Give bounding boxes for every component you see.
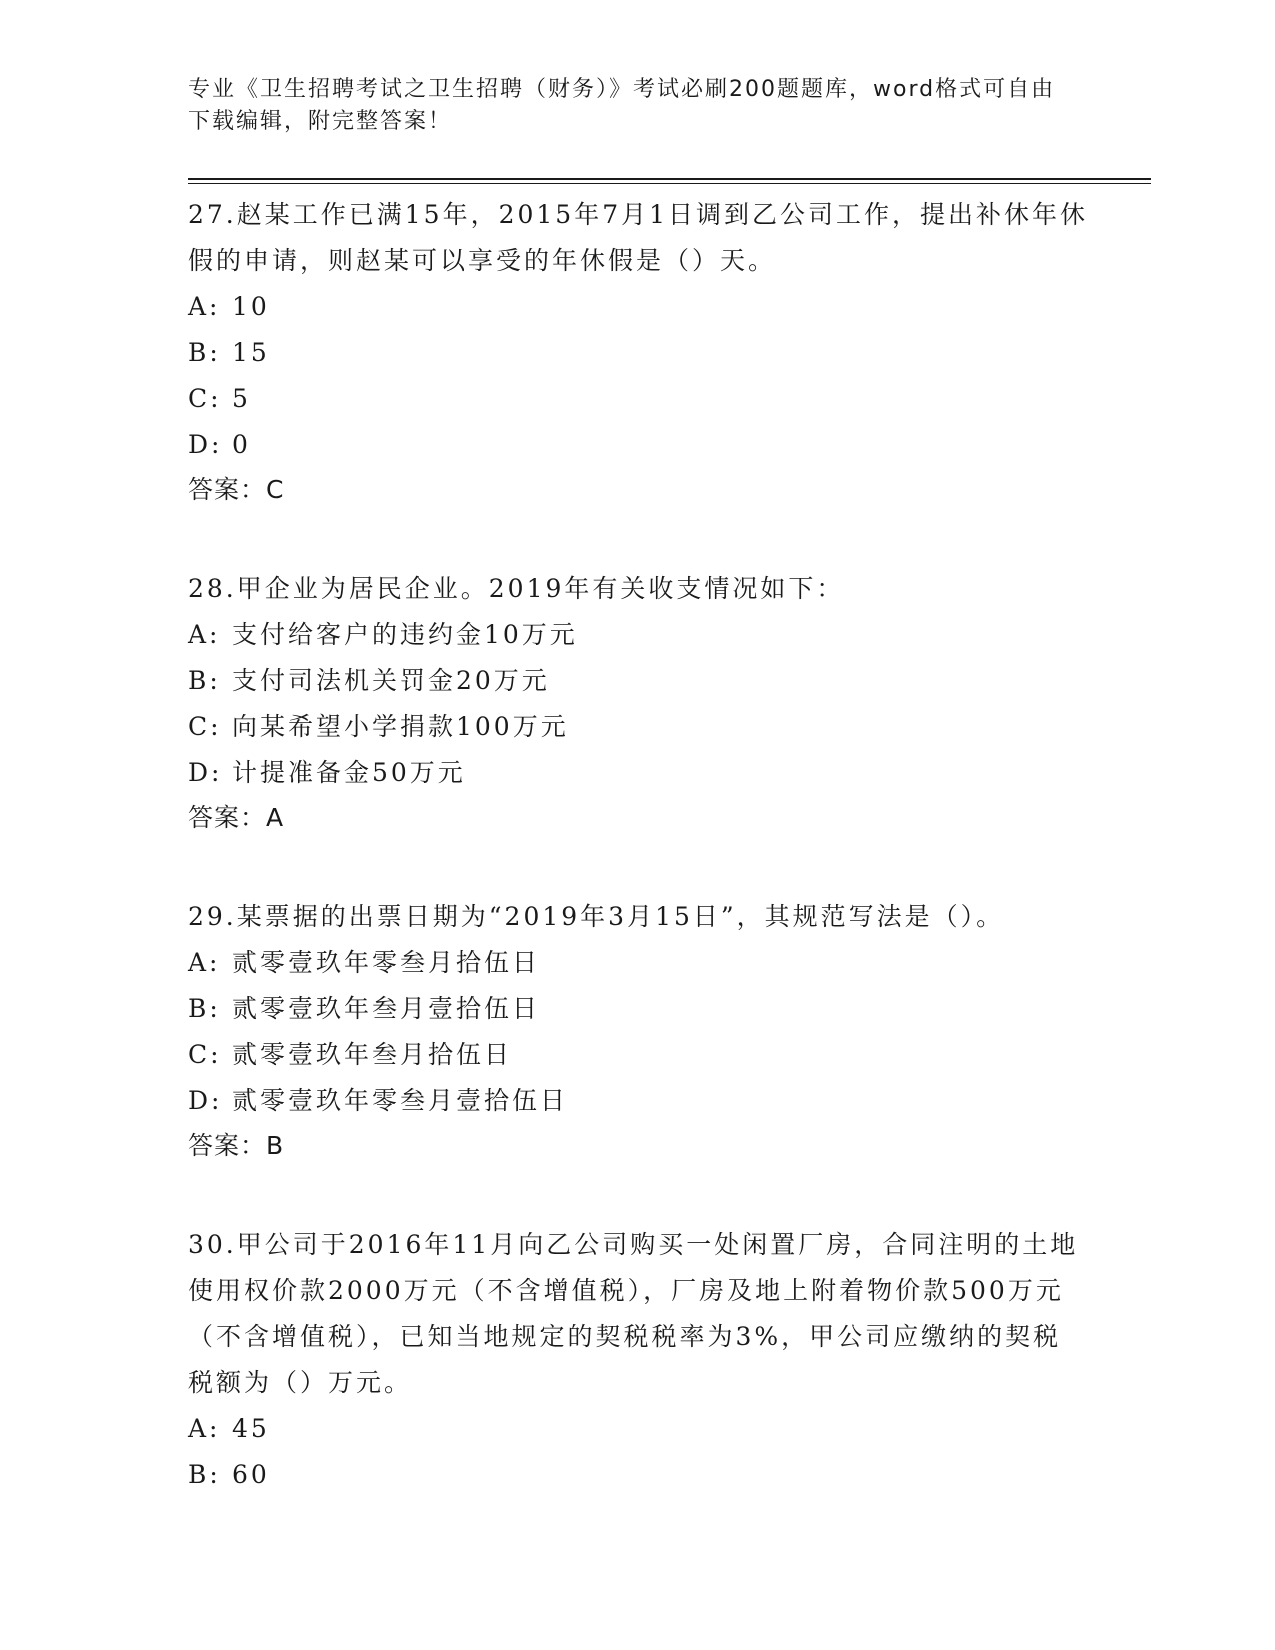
option-text: 10 bbox=[232, 292, 270, 321]
document-header: 专业《卫生招聘考试之卫生招聘（财务）》考试必刷200题题库，word格式可自由下载编辑，附完整答案！ bbox=[188, 77, 1056, 134]
option-c bbox=[188, 376, 1088, 422]
option-key: C: bbox=[188, 384, 222, 413]
option-key: B: bbox=[188, 338, 221, 367]
option-key: C: bbox=[188, 1040, 222, 1069]
option-text: 60 bbox=[232, 1460, 270, 1489]
header-divider-thin bbox=[188, 183, 1151, 184]
option-key: A: bbox=[188, 948, 221, 977]
option-text: 向某希望小学捐款100万元 bbox=[232, 712, 569, 741]
answer-line: 答案：A bbox=[188, 803, 285, 832]
option-d bbox=[188, 1078, 1088, 1124]
option-key: D: bbox=[188, 758, 223, 787]
option-b bbox=[188, 330, 1088, 376]
option-key: B: bbox=[188, 666, 221, 695]
option-key: C: bbox=[188, 712, 222, 741]
option-text: 5 bbox=[232, 384, 251, 413]
option-text: 贰零壹玖年叁月壹拾伍日 bbox=[232, 994, 541, 1023]
option-b bbox=[188, 1452, 1088, 1498]
header-divider-thick bbox=[188, 178, 1151, 180]
option-text: 贰零壹玖年零叁月拾伍日 bbox=[232, 948, 541, 977]
option-b bbox=[188, 658, 1088, 704]
option-c bbox=[188, 704, 1088, 750]
answer-line: 答案：B bbox=[188, 1131, 285, 1160]
option-text: 0 bbox=[232, 430, 251, 459]
option-key: B: bbox=[188, 1460, 221, 1489]
question-29 bbox=[188, 894, 1088, 1168]
question-stem: 30.甲公司于2016年11月向乙公司购买一处闲置厂房，合同注明的土地使用权价款2000万元（不含增值税），厂房及地上附着物价款500万元（不含增值税），已知当地规定的契税税率为3%，甲公司应缴纳的契税税额为（）万元。 bbox=[188, 1230, 1079, 1397]
option-key: B: bbox=[188, 994, 221, 1023]
question-28 bbox=[188, 566, 1088, 840]
option-text: 计提准备金50万元 bbox=[232, 758, 466, 787]
answer-line: 答案：C bbox=[188, 475, 285, 504]
option-a bbox=[188, 284, 1088, 330]
option-c bbox=[188, 1032, 1088, 1078]
option-text: 贰零壹玖年叁月拾伍日 bbox=[232, 1040, 513, 1069]
question-stem: 28.甲企业为居民企业。2019年有关收支情况如下： bbox=[188, 574, 845, 603]
option-key: D: bbox=[188, 1086, 223, 1115]
option-text: 贰零壹玖年零叁月壹拾伍日 bbox=[232, 1086, 569, 1115]
option-text: 支付给客户的违约金10万元 bbox=[232, 620, 578, 649]
option-key: A: bbox=[188, 292, 221, 321]
option-key: A: bbox=[188, 620, 221, 649]
question-stem: 29.某票据的出票日期为“2019年3月15日”，其规范写法是（）。 bbox=[188, 902, 1005, 931]
question-27 bbox=[188, 192, 1088, 512]
option-a bbox=[188, 940, 1088, 986]
option-b bbox=[188, 986, 1088, 1032]
option-a bbox=[188, 1406, 1088, 1452]
question-stem: 27.赵某工作已满15年，2015年7月1日调到乙公司工作，提出补休年休假的申请，则赵某可以享受的年休假是（）天。 bbox=[188, 200, 1089, 275]
question-list bbox=[188, 192, 1088, 1552]
option-key: D: bbox=[188, 430, 223, 459]
option-text: 15 bbox=[232, 338, 270, 367]
option-d bbox=[188, 750, 1088, 796]
option-a bbox=[188, 612, 1088, 658]
option-text: 支付司法机关罚金20万元 bbox=[232, 666, 550, 695]
question-30 bbox=[188, 1222, 1088, 1498]
option-text: 45 bbox=[232, 1414, 270, 1443]
option-d bbox=[188, 422, 1088, 468]
option-key: A: bbox=[188, 1414, 221, 1443]
